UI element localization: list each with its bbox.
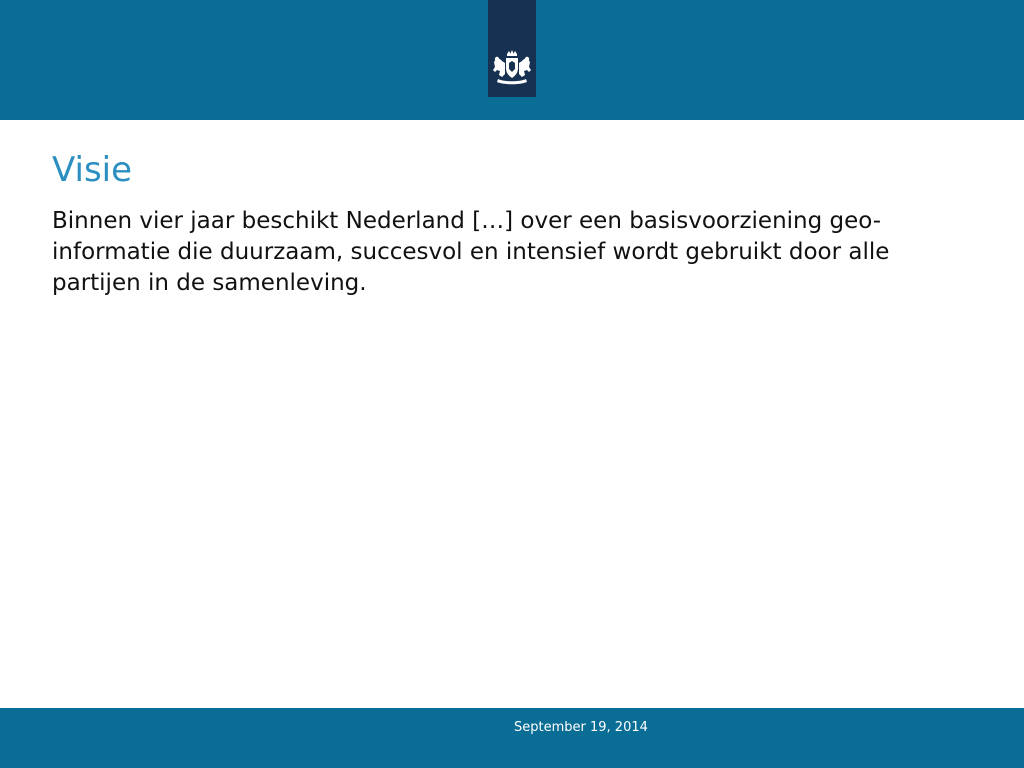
- header-bar: [0, 0, 1024, 120]
- footer-date: September 19, 2014: [514, 720, 648, 735]
- logo-ribbon: [488, 0, 536, 97]
- slide-title: Visie: [52, 150, 133, 190]
- slide-body-text: Binnen vier jaar beschikt Nederland […] over een basisvoorziening geo-informatie die duurzaam, succesvol en intensief wordt gebruikt door alle partijen in de samenleving.: [52, 208, 890, 296]
- coat-of-arms-icon: [490, 48, 534, 88]
- footer-bar: [0, 708, 1024, 768]
